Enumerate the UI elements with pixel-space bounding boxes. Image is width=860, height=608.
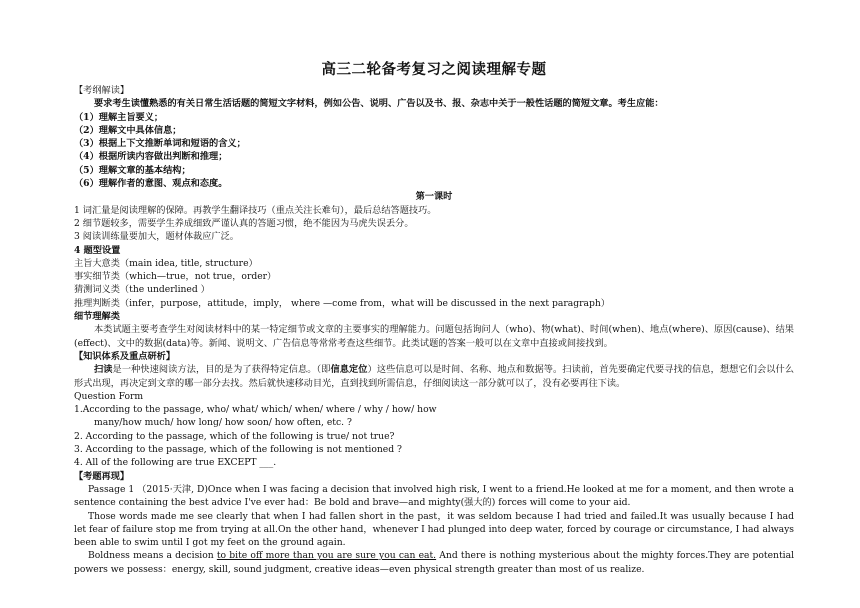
- detail-heading: 细节理解类: [74, 311, 120, 323]
- knowledge-text-1: 是一种快速阅读方法，目的是为了获得特定信息。（即: [112, 364, 331, 376]
- info-location-term: 信息定位: [330, 364, 368, 376]
- knowledge-heading: 【知识体系及重点研析】: [74, 350, 176, 362]
- kaogang-item-6: （6）理解作者的意图、观点和态度。: [74, 178, 228, 190]
- question-form-3: 3. According to the passage, which of the following is not mentioned ?: [74, 444, 402, 456]
- lesson-point-1: 1 词汇量是阅读理解的保障。再教学生翻译技巧（重点关注长难句），最后总结答题技巧。: [74, 204, 437, 216]
- kaogang-item-4: （4）根据所读内容做出判断和推理；: [74, 151, 228, 163]
- kaogang-intro: 要求考生读懂熟悉的有关日常生活话题的简短文字材料，例如公告、说明、广告以及书、报、杂志中关于一般性话题的简短文章。考生应能：: [94, 98, 664, 110]
- question-form-2: 2. According to the passage, which of the following is true/ not true?: [74, 430, 395, 442]
- lesson-point-3: 3 阅读训练量要加大，题材体裁应广泛。: [74, 231, 239, 243]
- question-form-4: 4. All of the following are true EXCEPT ___.: [74, 457, 277, 469]
- scan-term: 扫读: [94, 364, 113, 376]
- kaogang-item-1: （1）理解主旨要义；: [74, 111, 164, 123]
- lesson-heading: 第一课时: [415, 191, 453, 203]
- page-title: 高三二轮备考复习之阅读理解专题: [321, 61, 547, 78]
- passage-paragraph-3: [74, 549, 794, 576]
- passage-p3-pre: Boldness means a decision: [88, 550, 217, 562]
- passage-paragraph-2: Those words made me see clearly that when I had fallen short in the past，it was seldom because I had tried and failed.It was usually because I had let fear of failure stop me from trying at all.On the other hand，whenever I had plunged into deep water, forced by courage or circumstance, I had always been able to swim until I got my feet on the ground again.: [74, 510, 794, 549]
- question-form-1-cont: many/how much/ how long/ how soon/ how often, etc. ?: [94, 417, 352, 429]
- kaogang-item-3: （3）根据上下文推断单词和短语的含义；: [74, 138, 246, 150]
- type-item-4: 推理判断类（infer，purpose，attitude，imply， where —come from，what will be discussed in the next paragraph）: [74, 297, 610, 309]
- detail-text: 本类试题主要考查学生对阅读材料中的某一特定细节或文章的主要事实的理解能力。问题包括询问人（who)、物(what)、时间(when)、地点(where)、原因(cause)、结果(effect)、文中的数据(data)等。新闻、说明文、广告信息等常常考查这些细节。此类试题的答案一般可以在文章中直接或间接找到。: [74, 324, 794, 349]
- question-form-heading: Question Form: [74, 390, 144, 402]
- type-item-3: 猜测词义类（the underlined ）: [74, 284, 210, 296]
- passage-paragraph-1: Passage 1 （2015·天津, D)Once when I was facing a decision that involved high risk, I went to a friend.He looked at me for a moment, and then wrote a sentence containing the best advice I've ever had：Be bold and brave—and mighty(强大的) forces will come to your aid.: [74, 483, 794, 509]
- exam-heading: 【考题再现】: [74, 470, 130, 482]
- lesson-point-2: 2 细节题较多，需要学生养成细致严谨认真的答题习惯，绝不能因为马虎失误丢分。: [74, 217, 414, 229]
- types-heading: 4 题型设置: [74, 244, 121, 256]
- knowledge-paragraph: [74, 363, 794, 390]
- type-item-1: 主旨大意类（main idea, title, structure）: [74, 257, 258, 269]
- knowledge-text-2: ）这些信息可以是时间、名称、地点和数据等。扫读前，首先要确定代要寻找的信息，想想它们会以什么形式出现，再决定到文章的哪一部分去找。然后就快速移动目光，直到找到所需信息，仔细阅读这一部分就可以了，没有必要再往下读。: [74, 364, 795, 389]
- type-item-2: 事实细节类（which—true，not true，order）: [74, 271, 277, 283]
- passage-p3-post: And there is nothing mysterious about the mighty forces.They are potential powers we possess：energy, skill, sound judgment, creative ideas—even physical strength greater than most of us realize.: [74, 550, 795, 575]
- question-form-1: 1.According to the passage, who/ what/ which/ when/ where / why / how/ how: [74, 404, 437, 416]
- document-page: [74, 58, 794, 576]
- kaogang-heading: 【考纲解读】: [74, 85, 130, 96]
- kaogang-item-2: （2）理解文中具体信息；: [74, 124, 182, 136]
- underlined-phrase: to bite off more than you are sure you can eat.: [216, 550, 437, 562]
- kaogang-item-5: （5）理解文章的基本结构；: [74, 164, 191, 176]
